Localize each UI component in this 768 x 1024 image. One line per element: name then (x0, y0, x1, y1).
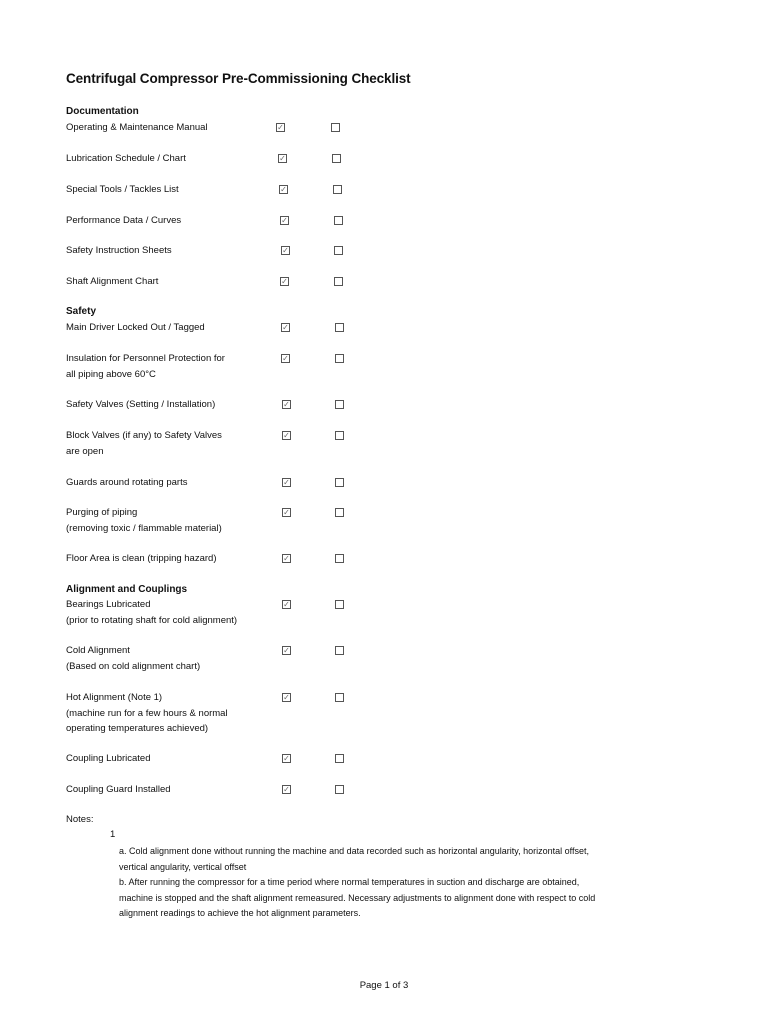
check-mark-icon: ✓ (279, 154, 286, 163)
page-footer: Page 1 of 3 (359, 980, 409, 991)
checkbox-yes[interactable] (281, 354, 290, 363)
item-label: Performance Data / Curves (66, 215, 182, 226)
checkbox-no[interactable] (335, 754, 344, 763)
section-documentation: Documentation (66, 106, 139, 117)
check-mark-icon: ✓ (283, 508, 290, 517)
item-label: Block Valves (if any) to Safety Valves are open (66, 430, 222, 457)
note-number: 1 (110, 829, 116, 840)
check-mark-icon: ✓ (282, 246, 289, 255)
checkbox-no[interactable] (331, 123, 340, 132)
check-mark-icon: ✓ (283, 785, 290, 794)
item-label: Guards around rotating parts (66, 477, 188, 488)
checkbox-yes[interactable] (282, 508, 291, 517)
item-label: Safety Valves (Setting / Installation) (66, 399, 216, 410)
check-mark-icon: ✓ (283, 400, 290, 409)
item-label: Shaft Alignment Chart (66, 276, 159, 287)
check-mark-icon: ✓ (283, 646, 290, 655)
item-label: Coupling Guard Installed (66, 784, 171, 795)
item-label: Insulation for Personnel Protection for all piping above 60°C (66, 353, 225, 380)
checkbox-no[interactable] (335, 323, 344, 332)
item-label: Cold Alignment (Based on cold alignment chart) (66, 645, 201, 672)
checkbox-yes[interactable] (278, 154, 287, 163)
checkbox-yes[interactable] (280, 216, 289, 225)
checkbox-yes[interactable] (281, 246, 290, 255)
checkbox-yes[interactable] (282, 554, 291, 563)
checkbox-yes[interactable] (279, 185, 288, 194)
checkbox-no[interactable] (334, 277, 343, 286)
check-mark-icon: ✓ (283, 693, 290, 702)
check-mark-icon: ✓ (283, 600, 290, 609)
page-title: Centrifugal Compressor Pre-Commissioning Checklist (66, 71, 411, 86)
checkbox-no[interactable] (332, 154, 341, 163)
check-mark-icon: ✓ (282, 323, 289, 332)
note-a: a. Cold alignment done without running the machine and data recorded such as horizontal angularity, horizontal offset, vertical angularity, vertical offset (119, 846, 589, 872)
checkbox-yes[interactable] (282, 431, 291, 440)
checkbox-yes[interactable] (282, 478, 291, 487)
checkbox-no[interactable] (335, 693, 344, 702)
checkbox-no[interactable] (335, 554, 344, 563)
checkbox-no[interactable] (335, 354, 344, 363)
item-label: Bearings Lubricated (prior to rotating shaft for cold alignment) (66, 599, 238, 626)
check-mark-icon: ✓ (283, 554, 290, 563)
check-mark-icon: ✓ (281, 216, 288, 225)
checkbox-no[interactable] (334, 246, 343, 255)
checkbox-no[interactable] (335, 508, 344, 517)
check-mark-icon: ✓ (283, 754, 290, 763)
checkbox-yes[interactable] (282, 600, 291, 609)
item-label: Coupling Lubricated (66, 753, 151, 764)
checkbox-yes[interactable] (282, 646, 291, 655)
item-label: Lubrication Schedule / Chart (66, 153, 186, 164)
check-mark-icon: ✓ (283, 431, 290, 440)
item-label: Safety Instruction Sheets (66, 245, 172, 256)
checkbox-no[interactable] (335, 600, 344, 609)
checkbox-yes[interactable] (280, 277, 289, 286)
section-alignment: Alignment and Couplings (66, 584, 188, 595)
checkbox-no[interactable] (335, 785, 344, 794)
checkbox-no[interactable] (335, 478, 344, 487)
checkbox-yes[interactable] (282, 754, 291, 763)
check-mark-icon: ✓ (283, 478, 290, 487)
item-label: Operating & Maintenance Manual (66, 122, 208, 133)
check-mark-icon: ✓ (280, 185, 287, 194)
note-b: b. After running the compressor for a time period where normal temperatures in suction and discharge are obtained, machine is stopped and the shaft alignment remeasured. Necessary adjustments to alignment done with respect to cold alignment readings to achieve the hot alignment parameters. (119, 877, 596, 918)
item-label: Purging of piping (removing toxic / flammable material) (66, 507, 222, 534)
checkbox-no[interactable] (334, 216, 343, 225)
checkbox-no[interactable] (333, 185, 342, 194)
check-mark-icon: ✓ (282, 354, 289, 363)
checkbox-no[interactable] (335, 400, 344, 409)
checkbox-no[interactable] (335, 431, 344, 440)
item-label: Main Driver Locked Out / Tagged (66, 322, 205, 333)
checkbox-yes[interactable] (276, 123, 285, 132)
check-mark-icon: ✓ (281, 277, 288, 286)
item-label: Hot Alignment (Note 1) (machine run for a few hours & normal operating temperatures achieved) (66, 692, 228, 734)
section-safety: Safety (66, 306, 97, 317)
check-mark-icon: ✓ (277, 123, 284, 132)
item-label: Special Tools / Tackles List (66, 184, 179, 195)
checkbox-yes[interactable] (282, 785, 291, 794)
notes-heading: Notes: (66, 814, 94, 825)
checkbox-yes[interactable] (282, 400, 291, 409)
checkbox-yes[interactable] (282, 693, 291, 702)
checkbox-no[interactable] (335, 646, 344, 655)
item-label: Floor Area is clean (tripping hazard) (66, 553, 217, 564)
checkbox-yes[interactable] (281, 323, 290, 332)
